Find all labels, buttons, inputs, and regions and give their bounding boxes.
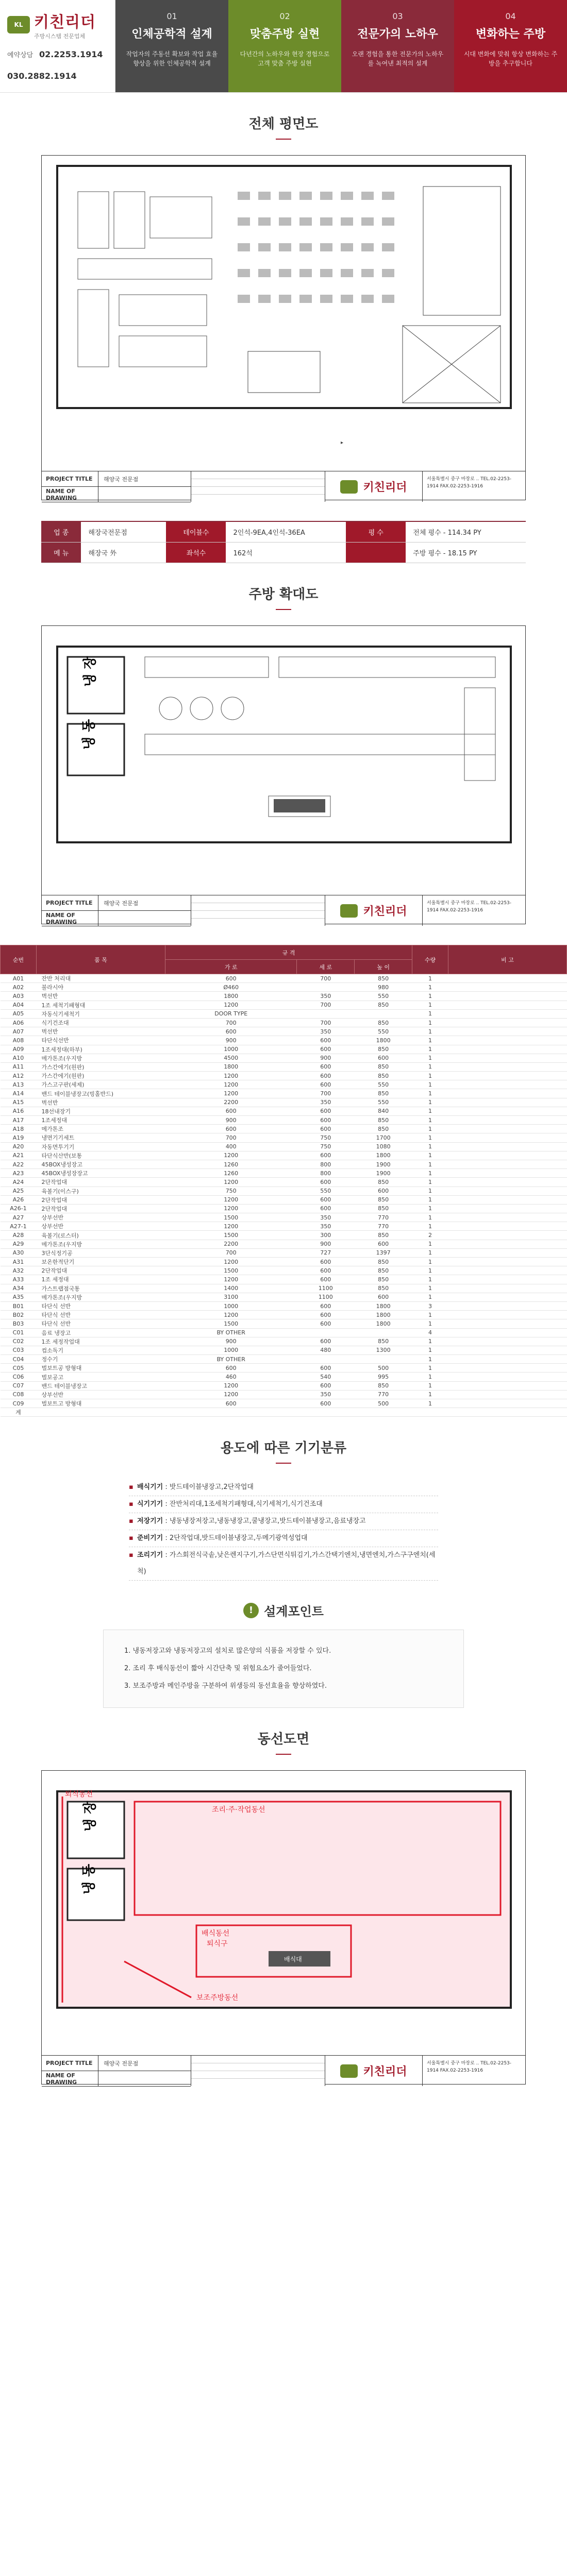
phone-label: 예약상담 [7,52,34,59]
table-row: A09 1조세정대(하부) 1000 600 850 1 [1,1045,567,1054]
table-row: C07 밴드 테이블냉장고 1200 600 850 1 [1,1381,567,1390]
table-row: A23 45BOX냉성장장고 1260 800 1900 1 [1,1169,567,1178]
kitchen-plan-svg [42,626,525,893]
svg-text:냉 장: 냉 장 [82,656,98,687]
floor-plan-drawing [41,155,526,500]
svg-text:냉 동: 냉 동 [81,1864,97,1895]
info-row: 업 종 해장국전문점 테이블수 2인석-9EA,4인석-36EA 평 수 전체 평수 - 114.34 PY [41,522,526,543]
logo-mark-icon [340,480,358,494]
table-row: A33 1조 세정대 1200 600 850 1 [1,1275,567,1284]
logo-mark-icon: KL [7,16,30,33]
table-row: A31 보온한적단기 1200 600 850 1 [1,1258,567,1266]
brand-block [0,0,115,92]
phone-number-1[interactable]: 02.2253.1914 [39,49,103,59]
table-row: A10 메가톤조(우지방 4500 900 600 1 [1,1054,567,1062]
floor-plan-svg [42,156,525,469]
feature-step-4: 04 변화하는 주방 시대 변화에 맞춰 항상 변화하는 주방을 추구합니다 [454,0,567,92]
classification-list [129,1479,438,1581]
table-row: A29 메가톤조(우지방 2200 900 600 1 [1,1240,567,1248]
table-row: C06 벌보공고 460 540 995 1 [1,1372,567,1381]
table-row: 계 [1,1408,567,1417]
table-row: A05 자동식기세척기 DOOR TYPE 1 [1,1009,567,1018]
feature-step-2: 02 맞춤주방 실현 다년간의 노하우와 현장 경험으로 고객 맞춤 주방 실현 [228,0,341,92]
svg-text:냉 장: 냉 장 [82,1801,98,1832]
table-row: A22 45BOX냉성장고 1260 800 1900 1 [1,1160,567,1168]
flow-plan-svg [42,1771,525,2053]
table-row: C08 상부선반 1200 350 770 1 [1,1390,567,1399]
table-row: A15 벽선반 2200 350 550 1 [1,1098,567,1107]
table-row: A13 가스고구판(세제) 1200 600 550 1 [1,1080,567,1089]
table-row: C02 1조 세정작업대 900 600 850 1 [1,1337,567,1346]
table-row: C04 정수기 BY OTHER 1 [1,1355,567,1364]
design-points-box [103,1630,464,1708]
table-row: A18 메가톤조 600 600 850 1 [1,1125,567,1133]
svg-text:퇴식동선: 퇴식동선 [65,1790,93,1799]
table-row: A04 1조 세척기패형대 1200 700 850 1 [1,1001,567,1009]
table-row: A28 육볼기(로스터) 1500 300 850 2 [1,1231,567,1240]
table-row: A06 식기건조대 700 700 850 1 [1,1018,567,1027]
feature-step-3: 03 전문가의 노하우 오랜 경험을 통한 전문가의 노하우를 녹여낸 최적의 설계 [341,0,454,92]
list-item: ▪ 식기기기 : 잔반처리대,1조세척기패형대,식기세척기,식기건조대 [129,1496,438,1513]
section-title-floor-plan: 전체 평면도 [0,93,567,155]
info-table [41,521,526,563]
svg-text:냉 동: 냉 동 [81,719,97,750]
kitchen-plan-drawing [41,625,526,924]
table-row: A20 자동면투기기 400 750 1080 1 [1,1142,567,1151]
phone-number-2[interactable]: 030.2882.1914 [7,71,77,81]
table-row: C09 벌보트고 방형대 600 600 500 1 [1,1399,567,1408]
design-points-title: ! 설계포인트 [0,1581,567,1630]
table-row: A02 불라시야 Ø460 980 1 [1,983,567,992]
logo[interactable] [7,9,108,40]
table-row: A35 메가톤조(우지방 3100 1100 600 1 [1,1293,567,1301]
table-row: A08 타단식선반 900 600 1800 1 [1,1036,567,1045]
section-title-flow: 동선도면 [0,1708,567,1770]
svg-text:퇴식구: 퇴식구 [207,1940,228,1948]
table-row: A19 냉면기기세트 700 750 1700 1 [1,1133,567,1142]
table-row: C05 벌보트공 방형대 600 600 500 1 [1,1364,567,1372]
equipment-table-wrap [0,945,567,1417]
section-title-kitchen-plan: 주방 확대도 [0,563,567,625]
table-row: A14 밴드 테이블냉장고(빙홀반드) 1200 700 850 1 [1,1089,567,1098]
table-row: C01 음료 냉장고 BY OTHER 4 [1,1328,567,1337]
phone-block [7,49,108,82]
drawing-title-block-2: PROJECT TITLE 해양국 전문점 NAME OF DRAWING 키친리더 서울특별시 중구 마장로 .. TEL.02-2253-1914 FAX.02-2253-1916 [42,895,525,926]
svg-text:▸: ▸ [341,440,344,446]
drawing-title-block-3: PROJECT TITLE 해양국 전문점 NAME OF DRAWING 키친리더 서울특별시 중구 마장로 .. TEL.02-2253-1914 FAX.02-2253-1916 [42,2055,525,2086]
table-row: A07 벽선반 600 350 550 1 [1,1027,567,1036]
bulb-icon: ! [243,1603,259,1618]
svg-text:조리·주·작업동선: 조리·주·작업동선 [212,1806,265,1815]
feature-steps [115,0,567,92]
table-row: C03 컵소독기 1000 480 1300 1 [1,1346,567,1354]
table-row: A26 2단작업대 1200 600 850 1 [1,1195,567,1204]
table-row: A16 18선내장기 600 600 840 1 [1,1107,567,1115]
table-row: A24 2단작업대 1200 600 850 1 [1,1178,567,1187]
logo-mark-icon [340,904,358,918]
table-row: A03 벽선반 1800 350 550 1 [1,992,567,1001]
info-row: 메 뉴 해장국 外 좌석수 162석 주방 평수 - 18.15 PY [41,543,526,563]
table-row: B02 타단식 선반 1200 600 1800 1 [1,1311,567,1319]
list-item: ▪ 저장기기 : 냉동냉장저장고,냉동냉장고,쿨냉장고,밧드테이블냉장고,음료냉장고 [129,1513,438,1530]
table-row: A27-1 상부선반 1200 350 770 1 [1,1222,567,1231]
table-row: A01 잔반 처리대 600 700 850 1 [1,974,567,983]
table-row: B01 타단식 선반 1000 600 1800 3 [1,1301,567,1310]
table-row: A32 2단작업대 1500 600 850 1 [1,1266,567,1275]
flow-plan-drawing [41,1770,526,2084]
table-row: A12 가스간에기(원판) 1200 600 850 1 [1,1072,567,1080]
section-title-classification: 용도에 따른 기기분류 [0,1417,567,1479]
header [0,0,567,93]
svg-text:배식대: 배식대 [284,1956,302,1963]
list-item: ▪ 배식기기 : 밧드테이블냉장고,2단작업대 [129,1479,438,1496]
drawing-title-block: PROJECT TITLE 해양국 전문점 NAME OF DRAWING 키친리더 서울특별시 중구 마장로 .. TEL.02-2253-1914 FAX.02-2253-1916 [42,471,525,502]
table-row: A17 1조세정대 900 600 850 1 [1,1116,567,1125]
brand-sub: 주방시스템 전문업체 [34,33,86,40]
design-point: 3. 보조주방과 메인주방을 구분하여 위생등의 동선효율을 향상하였다. [124,1682,327,1690]
feature-step-1: 01 인체공학적 설계 작업자의 주동선 확보와 작업 효율 향상을 위한 인체공학적 설계 [115,0,228,92]
brand-name: 키친리더 [34,13,96,31]
design-point: 1. 냉동저장고와 냉동저장고의 설치로 많은양의 식품을 저장할 수 있다. [124,1647,331,1655]
list-item: ▪ 준비기기 : 2단작업대,밧드테이블냉장고,두메기광역성업대 [129,1530,438,1547]
table-row: A21 타단식산반(보통 1200 600 1800 1 [1,1151,567,1160]
design-point: 2. 조리 후 배식동선이 짧아 시간단축 및 위험요소가 줄어들었다. [124,1665,312,1673]
title-block-logo: 키친리더 [325,471,422,502]
table-row: A30 3단식정기공 700 727 1397 1 [1,1248,567,1257]
table-row: A34 가스트랩점국통 1400 1100 850 1 [1,1284,567,1293]
equipment-table: 순번 품 목 규 격 수량 비 고 가 로 세 로 높 이 A01 잔반 처리대 600 700 850 1 A02 불라시야 Ø460 980 1 A03 벽선반 1800 350 550 1 A04 1조 세척기패형대 1200 700 850 1 A05 자동식기세척기 DOOR TYPE 1 A06 식기건조대 700 700 850 1 A07 벽선반 600 350 550 1 A08 타단식선반 900 600 1800 1 A09 1조세정대(하부) 1000 600 850 1 A10 메가톤조(우지방 4500 900 600 1 A11 가스간에기(원판) 1800 600 850 1 A12 가스간에기(원판) 1200 600 850 1 A13 가스고구판(세제) 1200 600 550 1 A14 밴드 테이블냉장고(빙홀반드) 1200 700 850 1 A15 벽선반 2200 350 550 1 A16 18선내장기 600 600 840 1 A17 1조세정대 900 600 850 1 A18 메가톤조 600 600 850 1 A19 냉면기기세트 700 750 1700 1 A20 자동면투기기 400 750 1080 1 A21 타단식산반(보통 1200 600 1800 1 A22 45BOX냉성장고 1260 800 1900 1 A23 45BOX냉성장장고 1260 800 1900 1 A24 2단작업대 1200 600 850 1 A25 육볼기(이스구) 750 550 600 1 A26 2단작업대 1200 600 850 1 A26-1 2단작업대 1200 600 850 1 A27 상부선반 1500 350 770 1 A27-1 상부선반 1200 350 770 1 A28 육볼기(로스터) 1500 300 850 2 A29 메가톤조(우지방 2200 900 600 1 A30 3단식정기공 700 727 1397 1 A31 보온한적단기 1200 600 850 1 A32 2단작업대 1500 600 850 1 A33 1조 세정대 1200 600 850 1 A34 가스트랩점국통 1400 1100 850 1 A35 메가톤조(우지방 3100 1100 600 1 B01 타단식 선반 1000 600 1800 3 B02 타단식 선반 1200 600 1800 1 B03 타단식 선반 1500 600 1800 1 C01 음료 냉장고 BY OTHER 4 C02 1조 세정작업대 900 600 850 1 C03 컵소독기 1000 480 1300 1 C04 정수기 BY OTHER 1 C05 벌보트공 방형대 600 600 500 1 C06 벌보공고 460 540 995 1 C07 밴드 테이블냉장고 1200 600 850 1 C08 상부선반 1200 350 770 1 C09 벌보트고 방형대 600 600 500 1 계 [0,945,567,1417]
table-row: A25 육볼기(이스구) 750 550 600 1 [1,1187,567,1195]
table-row: B03 타단식 선반 1500 600 1800 1 [1,1319,567,1328]
table-row: A11 가스간에기(원판) 1800 600 850 1 [1,1062,567,1071]
table-row: A27 상부선반 1500 350 770 1 [1,1213,567,1222]
logo-mark-icon [340,2064,358,2078]
table-row: A26-1 2단작업대 1200 600 850 1 [1,1204,567,1213]
list-item: ▪ 조리기기 : 가스회전식국솥,낮은렌지구기,가스단면식튀김기,가스간택기엔치,냉면엔치,가스구구엔치(세척) [129,1547,438,1581]
svg-text:배식동선: 배식동선 [202,1929,230,1938]
svg-text:보조주방동선: 보조주방동선 [196,1994,239,2003]
